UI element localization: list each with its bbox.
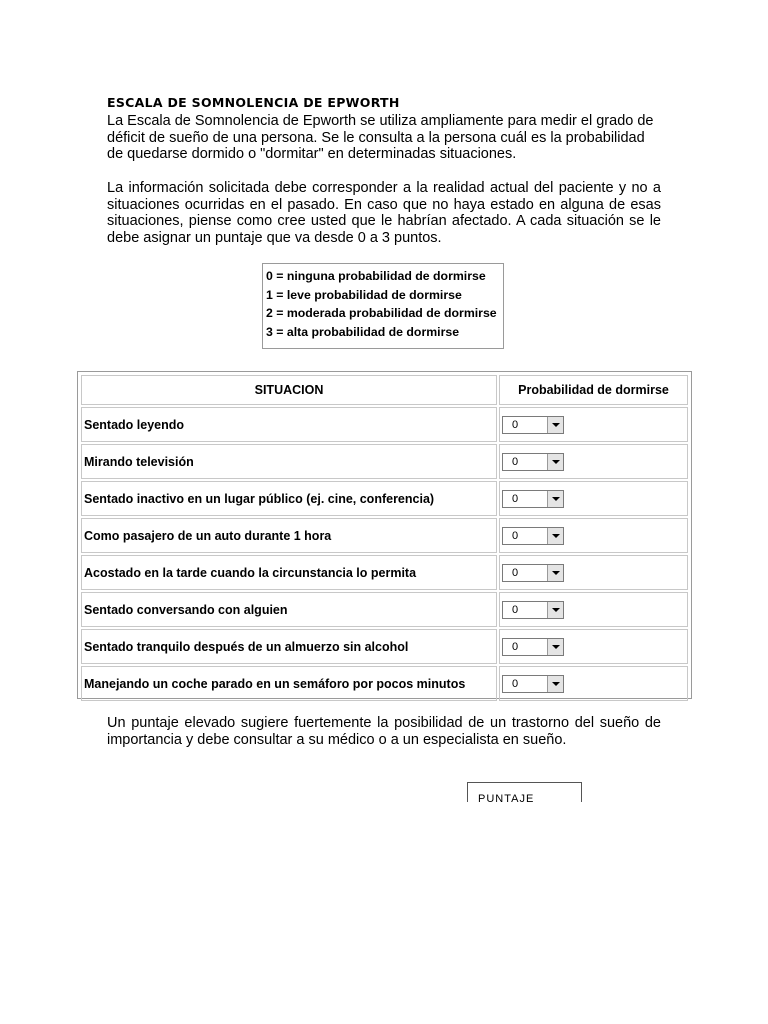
- table-row: [81, 481, 688, 516]
- select-value: 0: [512, 603, 519, 616]
- legend-item: 3 = alta probabilidad de dormirse: [266, 324, 460, 339]
- situation-label: Manejando un coche parado en un semáforo por pocos minutos: [81, 666, 497, 701]
- table-row: [81, 555, 688, 590]
- chevron-down-icon[interactable]: [547, 639, 563, 655]
- legend-item: 0 = ninguna probabilidad de dormirse: [266, 269, 486, 283]
- table-row: [81, 666, 688, 701]
- score-legend: [262, 263, 504, 349]
- probability-select[interactable]: [502, 638, 564, 656]
- situation-label: Sentado tranquilo después de un almuerzo sin alcohol: [81, 629, 497, 664]
- select-value: 0: [512, 492, 519, 505]
- probability-select[interactable]: [502, 601, 564, 619]
- probability-select[interactable]: [502, 675, 564, 693]
- header-probabilidad: Probabilidad de dormirse: [499, 375, 688, 405]
- table-row: [81, 407, 688, 442]
- probability-select[interactable]: [502, 416, 564, 434]
- select-value: 0: [512, 640, 519, 653]
- intro-paragraph: La Escala de Somnolencia de Epworth se utiliza ampliamente para medir el grado de déficit de sueño de una persona. Se le consulta a la persona cuál es la probabilidad de quedarse dormido o "dormitar" en determinadas situaciones.: [107, 113, 654, 162]
- select-value: 0: [512, 418, 519, 431]
- situations-table: [79, 373, 690, 703]
- situation-label: Sentado leyendo: [81, 407, 497, 442]
- situations-table-frame: [77, 371, 692, 699]
- chevron-down-icon[interactable]: [547, 491, 563, 507]
- conclusion-paragraph: Un puntaje elevado sugiere fuertemente la posibilidad de un trastorno del sueño de importancia y debe consultar a su médico o a un especialista en sueño.: [107, 715, 661, 748]
- score-button-label: PUNTAJE: [478, 793, 535, 802]
- situation-label: Como pasajero de un auto durante 1 hora: [81, 518, 497, 553]
- legend-item: 1 = leve probabilidad de dormirse: [266, 287, 462, 302]
- legend-item: 2 = moderada probabilidad de dormirse: [266, 306, 497, 320]
- table-row: [81, 444, 688, 479]
- table-row: [81, 629, 688, 664]
- situation-label: Sentado inactivo en un lugar público (ej. cine, conferencia): [81, 481, 497, 516]
- select-value: 0: [512, 566, 519, 579]
- select-value: 0: [512, 677, 519, 690]
- table-header-row: [81, 375, 688, 405]
- chevron-down-icon[interactable]: [547, 565, 563, 581]
- situation-label: Acostado en la tarde cuando la circunstancia lo permita: [81, 555, 497, 590]
- chevron-down-icon[interactable]: [547, 417, 563, 433]
- chevron-down-icon[interactable]: [547, 454, 563, 470]
- probability-select[interactable]: [502, 490, 564, 508]
- select-value: 0: [512, 455, 519, 468]
- probability-select[interactable]: [502, 453, 564, 471]
- chevron-down-icon[interactable]: [547, 602, 563, 618]
- select-value: 0: [512, 529, 519, 542]
- situation-label: Sentado conversando con alguien: [81, 592, 497, 627]
- instructions-paragraph: La información solicitada debe corresponder a la realidad actual del paciente y no a situaciones ocurridas en el pasado. En caso que no haya estado en alguna de esas situaciones, piense como cree usted que le habrían afectado. A cada situación se le debe asignar un puntaje que va desde 0 a 3 puntos.: [107, 180, 661, 246]
- table-row: [81, 518, 688, 553]
- situation-label: Mirando televisión: [81, 444, 497, 479]
- table-row: [81, 592, 688, 627]
- score-button[interactable]: [467, 782, 582, 802]
- page-title: ESCALA DE SOMNOLENCIA DE EPWORTH: [107, 95, 400, 110]
- header-situacion: SITUACION: [81, 375, 497, 405]
- chevron-down-icon[interactable]: [547, 676, 563, 692]
- probability-select[interactable]: [502, 564, 564, 582]
- chevron-down-icon[interactable]: [547, 528, 563, 544]
- probability-select[interactable]: [502, 527, 564, 545]
